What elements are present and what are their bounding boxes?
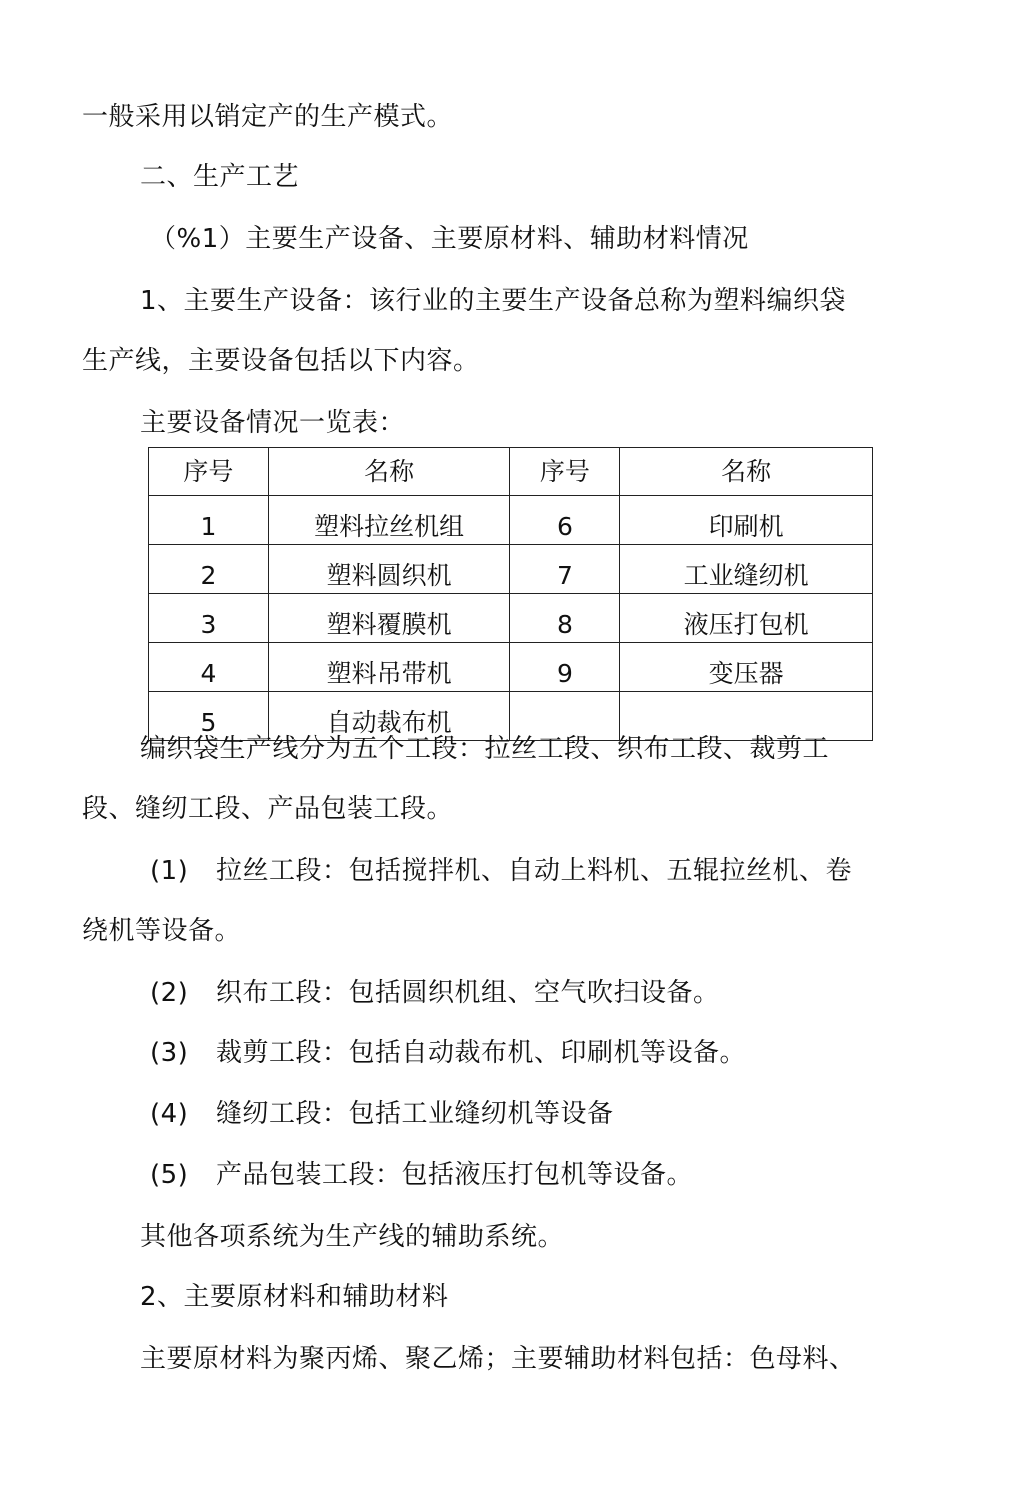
paragraph-equipment-line2: 生产线，主要设备包括以下内容。 [82, 346, 480, 376]
table-cell: 2 [149, 545, 269, 594]
table-cell: 7 [510, 545, 620, 594]
section-text: 织布工段：包括圆织机组、空气吹扫设备。 [216, 978, 720, 1008]
equipment-table [148, 447, 873, 741]
paragraph-sections-line2: 段、缝纫工段、产品包装工段。 [82, 794, 454, 824]
section-number: (2) [150, 978, 189, 1008]
paragraph-sections-line1: 编织袋生产线分为五个工段：拉丝工段、织布工段、裁剪工 [140, 734, 830, 764]
header-cell: 名称 [268, 448, 510, 496]
table-cell: 印刷机 [620, 496, 873, 545]
paragraph-production-mode: 一般采用以销定产的生产模式。 [82, 102, 454, 132]
heading-materials: 2、主要原材料和辅助材料 [140, 1282, 449, 1312]
table-cell: 3 [149, 594, 269, 643]
table-cell: 变压器 [620, 643, 873, 692]
table-cell: 6 [510, 496, 620, 545]
header-cell: 序号 [510, 448, 620, 496]
table-cell: 塑料覆膜机 [268, 594, 510, 643]
section-item-5 [150, 1158, 693, 1192]
table-cell: 8 [510, 594, 620, 643]
section-number: (3) [150, 1038, 189, 1068]
paragraph-equipment-line1: 1、主要生产设备：该行业的主要生产设备总称为塑料编织袋 [140, 286, 847, 316]
section-text: 产品包装工段：包括液压打包机等设备。 [216, 1160, 694, 1190]
section-item-3 [150, 1036, 746, 1070]
table-cell: 4 [149, 643, 269, 692]
paragraph-auxiliary-systems: 其他各项系统为生产线的辅助系统。 [140, 1222, 565, 1252]
section-text: 拉丝工段：包括搅拌机、自动上料机、五辊拉丝机、卷 [216, 856, 853, 886]
header-cell: 名称 [620, 448, 873, 496]
table-cell: 5 [149, 692, 269, 741]
section-item-4 [150, 1097, 614, 1131]
table-row [149, 594, 873, 643]
table-cell: 液压打包机 [620, 594, 873, 643]
table-header-row [149, 448, 873, 496]
table-cell: 工业缝纫机 [620, 545, 873, 594]
table-row [149, 496, 873, 545]
table-cell: 自动裁布机 [268, 692, 510, 741]
table-cell: 塑料拉丝机组 [268, 496, 510, 545]
table-cell: 塑料吊带机 [268, 643, 510, 692]
section-text: 裁剪工段：包括自动裁布机、印刷机等设备。 [216, 1038, 747, 1068]
table-caption: 主要设备情况一览表： [140, 408, 406, 438]
header-cell: 序号 [149, 448, 269, 496]
table-row [149, 545, 873, 594]
section-text: 缝纫工段：包括工业缝纫机等设备 [216, 1099, 614, 1129]
section-item-2 [150, 976, 720, 1010]
section-number: (4) [150, 1099, 189, 1129]
table-cell: 1 [149, 496, 269, 545]
section-number: (1) [150, 856, 189, 886]
section-item-1-continued: 绕机等设备。 [82, 916, 242, 946]
section-number: (5) [150, 1160, 189, 1190]
heading-equipment-materials: （%1）主要生产设备、主要原材料、辅助材料情况 [150, 224, 749, 254]
paragraph-materials: 主要原材料为聚丙烯、聚乙烯；主要辅助材料包括：色母料、 [140, 1344, 856, 1374]
table-cell: 塑料圆织机 [268, 545, 510, 594]
table-cell: 9 [510, 643, 620, 692]
table-row [149, 643, 873, 692]
section-item-1 [150, 854, 852, 888]
heading-production-process: 二、生产工艺 [140, 162, 300, 192]
